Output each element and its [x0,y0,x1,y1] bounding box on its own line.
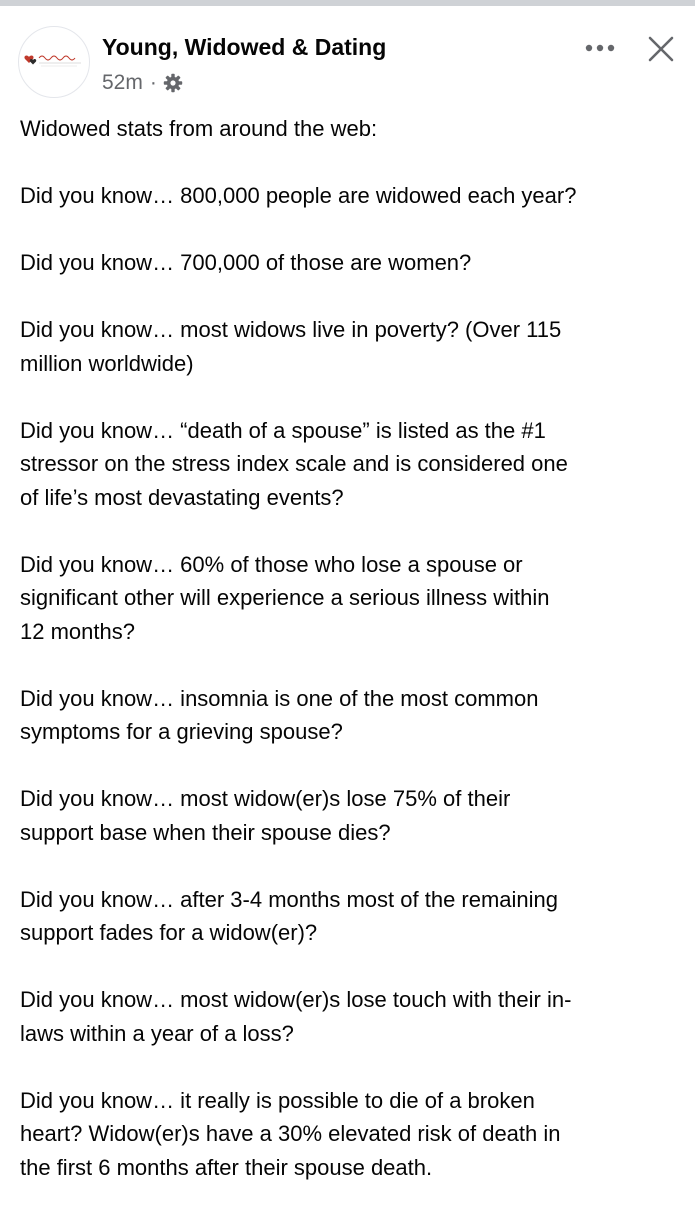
post-line: Widowed stats from around the web: [20,116,378,141]
post-timestamp[interactable]: 52m [102,71,143,94]
post-line: million worldwide) [20,350,194,376]
post-text [20,112,685,1218]
post-line: Did you know… after 3-4 months most of the remaining [20,886,559,912]
post-line: the first 6 months after their spouse death. [20,1154,433,1180]
post-line: support fades for a widow(er)? [20,920,318,945]
post-header [0,6,695,106]
post-line: heart? Widow(er)s have a 30% elevated risk of death in [20,1121,561,1146]
post-line: Did you know… 800,000 people are widowed each year? [20,183,577,208]
more-horizontal-icon [585,44,615,52]
post-paragraph [20,313,685,380]
post-paragraph [20,548,685,649]
close-button[interactable] [640,28,682,70]
post-line: significant other will experience a serious illness within [20,585,550,610]
page-logo [19,27,89,97]
post-paragraph [20,883,685,950]
page-name[interactable]: Young, Widowed & Dating [102,34,387,60]
post-line: Did you know… “death of a spouse” is listed as the #1 [20,417,546,443]
post-line: 12 months? [20,618,135,644]
post-paragraph [20,983,685,1050]
post-line: Did you know… most widows live in poverty? (Over 115 [20,317,562,342]
close-icon [648,36,674,62]
gear-icon[interactable] [163,73,183,93]
post-paragraph [20,414,685,515]
post-paragraph [20,682,685,749]
post-line: support base when their spouse dies? [20,819,391,845]
post-paragraph [20,112,685,146]
page-avatar[interactable] [18,26,90,98]
meta-separator: · [149,71,157,94]
post-line: laws within a year of a loss? [20,1020,294,1046]
post-line: stressor on the stress index scale and is considered one [20,451,568,476]
post-paragraph [20,1084,685,1185]
post-line: Did you know… insomnia is one of the most common [20,685,539,711]
post-paragraph [20,782,685,849]
post-meta [102,70,183,96]
post-paragraph [20,179,685,213]
more-options-button[interactable] [580,36,620,60]
post-line: symptoms for a grieving spouse? [20,719,343,744]
post-line: of life’s most devastating events? [20,484,344,510]
post-paragraph [20,246,685,280]
post-line: Did you know… it really is possible to die of a broken [20,1087,535,1113]
post-line: Did you know… most widow(er)s lose touch with their in- [20,987,572,1012]
post-line: Did you know… 700,000 of those are women? [20,250,472,275]
post-line: Did you know… 60% of those who lose a spouse or [20,551,523,577]
post-line: Did you know… most widow(er)s lose 75% of their [20,786,511,811]
